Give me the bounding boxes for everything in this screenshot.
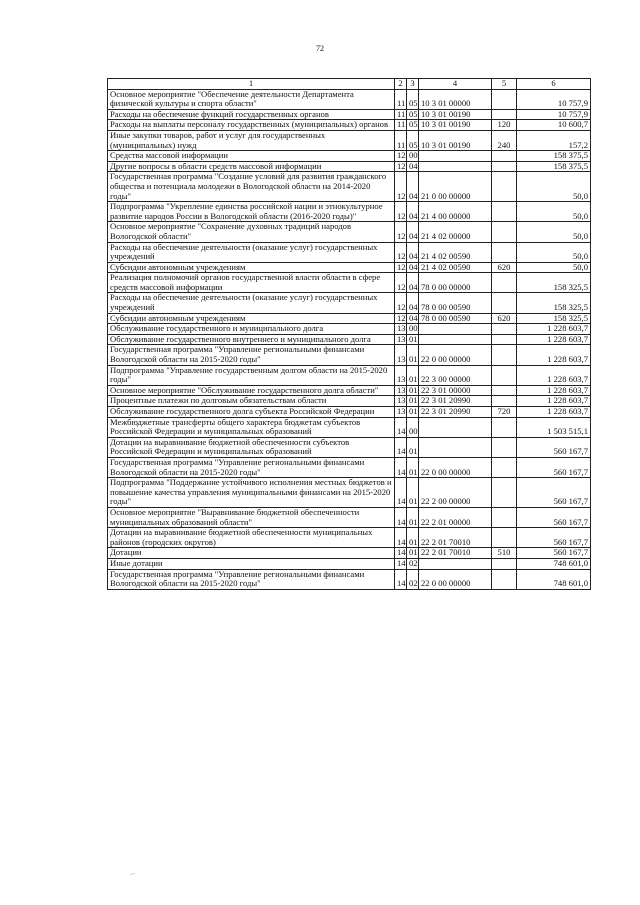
row-name: Основное мероприятие "Сохранение духовных традиций народов Вологодской области" [108, 222, 395, 242]
table-row [108, 222, 591, 242]
row-name: Межбюджетные трансферты общего характера бюджетам субъектов Российской Федерации и муниципальных образований [108, 417, 395, 437]
row-section: 14 [395, 569, 407, 589]
row-target-code: 22 2 01 70010 [419, 528, 492, 548]
row-subsection: 04 [407, 262, 419, 273]
row-name: Субсидии автономным учреждениям [108, 262, 395, 273]
row-expense-type [492, 324, 517, 335]
row-subsection: 04 [407, 172, 419, 202]
row-target-code: 78 0 00 00590 [419, 313, 492, 324]
row-section: 13 [395, 324, 407, 335]
row-name: Иные закупки товаров, работ и услуг для государственных (муниципальных) нужд [108, 130, 395, 150]
row-expense-type [492, 172, 517, 202]
row-target-code: 21 4 02 00590 [419, 242, 492, 262]
row-name: Другие вопросы в области средств массовой информации [108, 161, 395, 172]
row-target-code: 22 3 01 20990 [419, 407, 492, 418]
row-name: Государственная программа "Управление региональными финансами Вологодской области на 2015-2020 годы" [108, 345, 395, 365]
row-amount: 10 757,9 [517, 109, 591, 120]
header-col-5: 5 [492, 79, 517, 90]
table-row [108, 528, 591, 548]
table-row [108, 161, 591, 172]
table-row [108, 507, 591, 527]
row-expense-type: 620 [492, 313, 517, 324]
row-section: 12 [395, 202, 407, 222]
row-target-code: 21 4 00 00000 [419, 202, 492, 222]
row-expense-type [492, 528, 517, 548]
row-section: 14 [395, 507, 407, 527]
row-amount: 158 325,5 [517, 273, 591, 293]
header-col-4: 4 [419, 79, 492, 90]
row-target-code [419, 151, 492, 162]
budget-table [107, 78, 591, 590]
row-amount: 158 375,5 [517, 151, 591, 162]
header-col-2: 2 [395, 79, 407, 90]
row-subsection: 01 [407, 407, 419, 418]
row-name: Основное мероприятие "Обслуживание государственного долга области" [108, 385, 395, 396]
row-expense-type [492, 417, 517, 437]
row-amount: 748 601,0 [517, 558, 591, 569]
page-number: 72 [316, 44, 324, 53]
row-expense-type [492, 396, 517, 407]
scan-mark-icon [130, 872, 135, 876]
row-expense-type [492, 334, 517, 345]
table-body [108, 89, 591, 589]
row-target-code [419, 417, 492, 437]
row-section: 11 [395, 109, 407, 120]
row-name: Подпрограмма "Укрепление единства российской нации и этнокультурное развитие народов России в Вологодской области (2016-2020 годы)" [108, 202, 395, 222]
table-row [108, 242, 591, 262]
row-amount: 560 167,7 [517, 478, 591, 508]
row-expense-type: 120 [492, 120, 517, 131]
row-expense-type [492, 507, 517, 527]
row-amount: 560 167,7 [517, 507, 591, 527]
row-section: 12 [395, 313, 407, 324]
row-amount: 50,0 [517, 242, 591, 262]
row-expense-type [492, 222, 517, 242]
row-name: Средства массовой информации [108, 151, 395, 162]
row-name: Иные дотации [108, 558, 395, 569]
table-row [108, 345, 591, 365]
row-name: Государственная программа "Создание условий для развития гражданского общества и потенциала молодежи в Вологодской области на 2014-2020 годы" [108, 172, 395, 202]
row-subsection: 05 [407, 109, 419, 120]
row-subsection: 01 [407, 528, 419, 548]
row-subsection: 02 [407, 569, 419, 589]
row-amount: 157,2 [517, 130, 591, 150]
table-row [108, 273, 591, 293]
table-row [108, 172, 591, 202]
row-amount: 1 228 603,7 [517, 407, 591, 418]
row-expense-type [492, 457, 517, 477]
row-name: Процентные платежи по долговым обязательствам области [108, 396, 395, 407]
row-target-code: 22 3 01 20990 [419, 396, 492, 407]
row-name: Реализация полномочий органов государственной власти области в сфере средств массовой информации [108, 273, 395, 293]
row-subsection: 00 [407, 324, 419, 335]
row-name: Подпрограмма "Поддержание устойчивого исполнения местных бюджетов и повышение качества управления муниципальными финансами на 2015-2020 годы" [108, 478, 395, 508]
row-section: 13 [395, 407, 407, 418]
row-amount: 158 325,5 [517, 293, 591, 313]
row-name: Дотации на выравнивание бюджетной обеспеченности субъектов Российской Федерации и муниципальных образований [108, 437, 395, 457]
table-row [108, 109, 591, 120]
row-section: 13 [395, 365, 407, 385]
row-name: Обслуживание государственного и муниципального долга [108, 324, 395, 335]
row-target-code: 22 3 00 00000 [419, 365, 492, 385]
table-row [108, 478, 591, 508]
row-subsection: 01 [407, 457, 419, 477]
row-name: Субсидии автономным учреждениям [108, 313, 395, 324]
row-section: 12 [395, 273, 407, 293]
row-target-code [419, 324, 492, 335]
row-target-code: 21 4 02 00590 [419, 262, 492, 273]
row-expense-type [492, 478, 517, 508]
row-amount: 1 228 603,7 [517, 365, 591, 385]
row-section: 12 [395, 172, 407, 202]
row-expense-type [492, 202, 517, 222]
row-subsection: 01 [407, 365, 419, 385]
row-section: 12 [395, 151, 407, 162]
row-section: 12 [395, 161, 407, 172]
row-subsection: 01 [407, 385, 419, 396]
row-amount: 50,0 [517, 202, 591, 222]
row-amount: 50,0 [517, 172, 591, 202]
row-section: 14 [395, 437, 407, 457]
row-subsection: 04 [407, 202, 419, 222]
row-amount: 748 601,0 [517, 569, 591, 589]
row-expense-type [492, 161, 517, 172]
row-section: 13 [395, 334, 407, 345]
row-amount: 10 757,9 [517, 89, 591, 109]
row-expense-type [492, 242, 517, 262]
table-row [108, 313, 591, 324]
row-expense-type [492, 385, 517, 396]
row-name: Дотации на выравнивание бюджетной обеспеченности муниципальных районов (городских округов) [108, 528, 395, 548]
row-target-code: 21 4 02 00000 [419, 222, 492, 242]
row-expense-type [492, 273, 517, 293]
table-row [108, 120, 591, 131]
row-target-code: 22 2 01 00000 [419, 507, 492, 527]
row-amount: 1 503 515,1 [517, 417, 591, 437]
row-name: Основное мероприятие "Обеспечение деятельности Департамента физической культуры и спорта области" [108, 89, 395, 109]
row-section: 12 [395, 242, 407, 262]
row-section: 14 [395, 457, 407, 477]
row-subsection: 05 [407, 130, 419, 150]
row-target-code: 78 0 00 00590 [419, 293, 492, 313]
row-target-code: 78 0 00 00000 [419, 273, 492, 293]
table-row [108, 417, 591, 437]
row-section: 12 [395, 222, 407, 242]
row-target-code: 10 3 01 00190 [419, 120, 492, 131]
row-subsection: 01 [407, 345, 419, 365]
row-section: 14 [395, 558, 407, 569]
header-col-1: 1 [108, 79, 395, 90]
row-name: Государственная программа "Управление региональными финансами Вологодской области на 2015-2020 годы" [108, 569, 395, 589]
row-target-code: 22 2 00 00000 [419, 478, 492, 508]
row-target-code: 10 3 01 00000 [419, 89, 492, 109]
row-amount: 158 375,5 [517, 161, 591, 172]
row-expense-type [492, 151, 517, 162]
table-row [108, 437, 591, 457]
table-header-row [108, 79, 591, 90]
row-section: 13 [395, 345, 407, 365]
row-target-code: 22 0 00 00000 [419, 569, 492, 589]
row-expense-type [492, 558, 517, 569]
row-name: Расходы на обеспечение функций государственных органов [108, 109, 395, 120]
row-subsection: 05 [407, 89, 419, 109]
row-section: 14 [395, 417, 407, 437]
row-section: 11 [395, 89, 407, 109]
table-row [108, 89, 591, 109]
row-subsection: 04 [407, 313, 419, 324]
row-expense-type [492, 293, 517, 313]
row-section: 13 [395, 385, 407, 396]
row-amount: 560 167,7 [517, 457, 591, 477]
row-amount: 10 600,7 [517, 120, 591, 131]
row-subsection: 04 [407, 273, 419, 293]
row-subsection: 01 [407, 437, 419, 457]
row-amount: 1 228 603,7 [517, 396, 591, 407]
row-amount: 1 228 603,7 [517, 385, 591, 396]
row-section: 11 [395, 130, 407, 150]
row-name: Основное мероприятие "Выравнивание бюджетной обеспеченности муниципальных образований области" [108, 507, 395, 527]
table-row [108, 324, 591, 335]
row-name: Расходы на выплаты персоналу государственных (муниципальных) органов [108, 120, 395, 131]
row-subsection: 04 [407, 222, 419, 242]
row-amount: 50,0 [517, 262, 591, 273]
row-name: Обслуживание государственного внутреннего и муниципального долга [108, 334, 395, 345]
row-target-code: 10 3 01 00190 [419, 109, 492, 120]
row-expense-type: 240 [492, 130, 517, 150]
row-subsection: 02 [407, 558, 419, 569]
table-row [108, 407, 591, 418]
table-row [108, 262, 591, 273]
row-target-code [419, 558, 492, 569]
row-amount: 1 228 603,7 [517, 334, 591, 345]
row-subsection: 04 [407, 161, 419, 172]
row-target-code: 22 2 01 70010 [419, 548, 492, 559]
row-target-code: 10 3 01 00190 [419, 130, 492, 150]
row-expense-type [492, 109, 517, 120]
row-section: 12 [395, 262, 407, 273]
row-amount: 158 325,5 [517, 313, 591, 324]
row-expense-type: 620 [492, 262, 517, 273]
table-row [108, 151, 591, 162]
row-subsection: 01 [407, 334, 419, 345]
table-row [108, 569, 591, 589]
row-subsection: 01 [407, 507, 419, 527]
table-row [108, 396, 591, 407]
row-expense-type [492, 437, 517, 457]
row-section: 12 [395, 293, 407, 313]
row-amount: 560 167,7 [517, 528, 591, 548]
row-amount: 1 228 603,7 [517, 345, 591, 365]
row-section: 11 [395, 120, 407, 131]
row-subsection: 01 [407, 548, 419, 559]
row-section: 14 [395, 548, 407, 559]
header-col-3: 3 [407, 79, 419, 90]
row-subsection: 04 [407, 293, 419, 313]
table-row [108, 202, 591, 222]
row-name: Обслуживание государственного долга субъекта Российской Федерации [108, 407, 395, 418]
row-expense-type: 510 [492, 548, 517, 559]
row-section: 14 [395, 528, 407, 548]
row-subsection: 01 [407, 478, 419, 508]
header-col-6: 6 [517, 79, 591, 90]
row-expense-type [492, 569, 517, 589]
row-name: Расходы на обеспечение деятельности (оказание услуг) государственных учреждений [108, 293, 395, 313]
row-subsection: 00 [407, 151, 419, 162]
row-target-code: 22 3 01 00000 [419, 385, 492, 396]
row-expense-type: 720 [492, 407, 517, 418]
row-target-code: 21 0 00 00000 [419, 172, 492, 202]
row-subsection: 00 [407, 417, 419, 437]
row-name: Государственная программа "Управление региональными финансами Вологодской области на 2015-2020 годы" [108, 457, 395, 477]
table-row [108, 558, 591, 569]
row-target-code [419, 334, 492, 345]
row-amount: 1 228 603,7 [517, 324, 591, 335]
row-subsection: 01 [407, 396, 419, 407]
row-amount: 50,0 [517, 222, 591, 242]
row-subsection: 04 [407, 242, 419, 262]
table-row [108, 457, 591, 477]
table-row [108, 293, 591, 313]
row-target-code [419, 161, 492, 172]
row-name: Дотации [108, 548, 395, 559]
row-expense-type [492, 365, 517, 385]
row-amount: 560 167,7 [517, 548, 591, 559]
row-target-code [419, 437, 492, 457]
row-section: 13 [395, 396, 407, 407]
row-section: 14 [395, 478, 407, 508]
row-target-code: 22 0 00 00000 [419, 345, 492, 365]
table-row [108, 130, 591, 150]
table-row [108, 385, 591, 396]
row-subsection: 05 [407, 120, 419, 131]
row-amount: 560 167,7 [517, 437, 591, 457]
row-expense-type [492, 89, 517, 109]
table-row [108, 334, 591, 345]
row-expense-type [492, 345, 517, 365]
row-name: Подпрограмма "Управление государственным долгом области на 2015-2020 годы" [108, 365, 395, 385]
row-target-code: 22 0 00 00000 [419, 457, 492, 477]
table-row [108, 365, 591, 385]
table-row [108, 548, 591, 559]
row-name: Расходы на обеспечение деятельности (оказание услуг) государственных учреждений [108, 242, 395, 262]
